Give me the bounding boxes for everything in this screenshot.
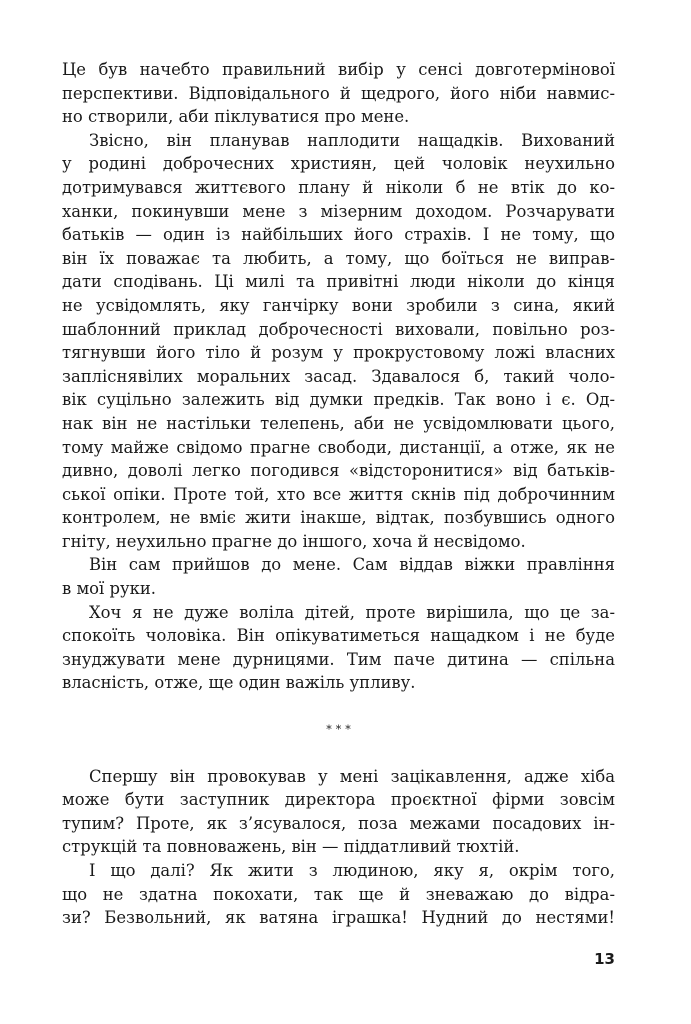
- text-line: шаблонний приклад доброчесності виховали, повільно роз-: [62, 319, 615, 339]
- text-line: нак він не настільки телепень, аби не усвідомлювати цього,: [62, 413, 615, 433]
- text-line: ханки, покинувши мене з мізерним доходом. Розчарувати: [62, 201, 615, 221]
- text-line: дотримувався життєвого плану й ніколи б не втік до ко-: [62, 177, 615, 197]
- text-line: спокоїть чоловіка. Він опікуватиметься нащадком і не буде: [62, 626, 615, 646]
- text-line: Хоч я не дуже воліла дітей, проте вирішила, що це за-: [89, 602, 615, 622]
- text-line: тупим? Проте, як з’ясувалося, поза межами посадових ін-: [62, 813, 615, 833]
- text-section-top: [62, 58, 615, 695]
- paragraph: [62, 58, 615, 129]
- text-line: тягнувши його тіло й розум у прокрустовому ложі власних: [62, 343, 615, 363]
- text-line: дивно, доволі легко погодився «відсторонитися» від батьків-: [62, 461, 615, 481]
- text-line: Це був начебто правильний вибір у сенсі довготермінової: [62, 60, 615, 79]
- text-section-bottom: [62, 765, 615, 930]
- paragraph: [62, 601, 615, 695]
- text-line: що не здатна покохати, так ще й зневажаю до відра-: [62, 884, 615, 904]
- text-line: в мої руки.: [62, 579, 157, 599]
- text-line: струкцій та повноважень, він — піддатливий тюхтій.: [62, 837, 520, 857]
- text-line: Спершу він провокував у мені зацікавлення, адже хіба: [89, 766, 615, 786]
- text-line: І що далі? Як жити з людиною, яку я, окрім того,: [89, 861, 615, 880]
- text-line: власність, отже, ще один важіль упливу.: [62, 673, 416, 693]
- paragraph: [62, 765, 615, 859]
- text-line: но створили, аби піклуватися про мене.: [62, 107, 410, 127]
- section-separator: ***: [326, 723, 355, 737]
- text-line: батьків — один із найбільших його страхів. І не тому, що: [62, 225, 615, 245]
- text-line: дати сподівань. Ці милі та привітні люди ніколи до кінця: [62, 272, 615, 292]
- paragraph: [62, 859, 615, 930]
- text-line: ської опіки. Проте той, хто все життя скнів під доброчинним: [62, 484, 615, 504]
- text-line: запліснявілих моральних засад. Здавалося б, такий чоло-: [62, 366, 615, 386]
- text-line: перспективи. Відповідального й щедрого, його ніби навмис-: [62, 83, 615, 103]
- paragraph: [62, 553, 615, 600]
- text-line: Звісно, він планував наплодити нащадків. Вихований: [89, 130, 615, 150]
- text-line: контролем, не вміє жити інакше, відтак, позбувшись одного: [62, 508, 615, 528]
- text-line: Він сам прийшов до мене. Сам віддав віжки правління: [89, 555, 615, 575]
- text-line: гніту, неухильно прагне до іншого, хоча й несвідомо.: [62, 531, 526, 551]
- paragraph: [62, 129, 615, 554]
- page-number: 13: [594, 950, 615, 968]
- text-line: вік суцільно залежить від думки предків. Так воно і є. Од-: [62, 390, 615, 410]
- text-line: знуджувати мене дурницями. Тим паче дитина — спільна: [62, 649, 615, 669]
- text-line: він їх поважає та любить, а тому, що боїться не виправ-: [62, 248, 615, 268]
- text-line: не усвідомлять, яку ганчірку вони зробили з сина, який: [62, 295, 615, 315]
- text-line: зи? Безвольний, як ватяна іграшка! Нудний до нестями!: [62, 908, 615, 928]
- text-line: тому майже свідомо прагне свободи, дистанції, а отже, як не: [62, 437, 615, 457]
- text-line: може бути заступник директора проєктної фірми зовсім: [62, 790, 615, 810]
- page-body: [62, 58, 615, 930]
- text-line: у родині доброчесних християн, цей чоловік неухильно: [62, 154, 615, 174]
